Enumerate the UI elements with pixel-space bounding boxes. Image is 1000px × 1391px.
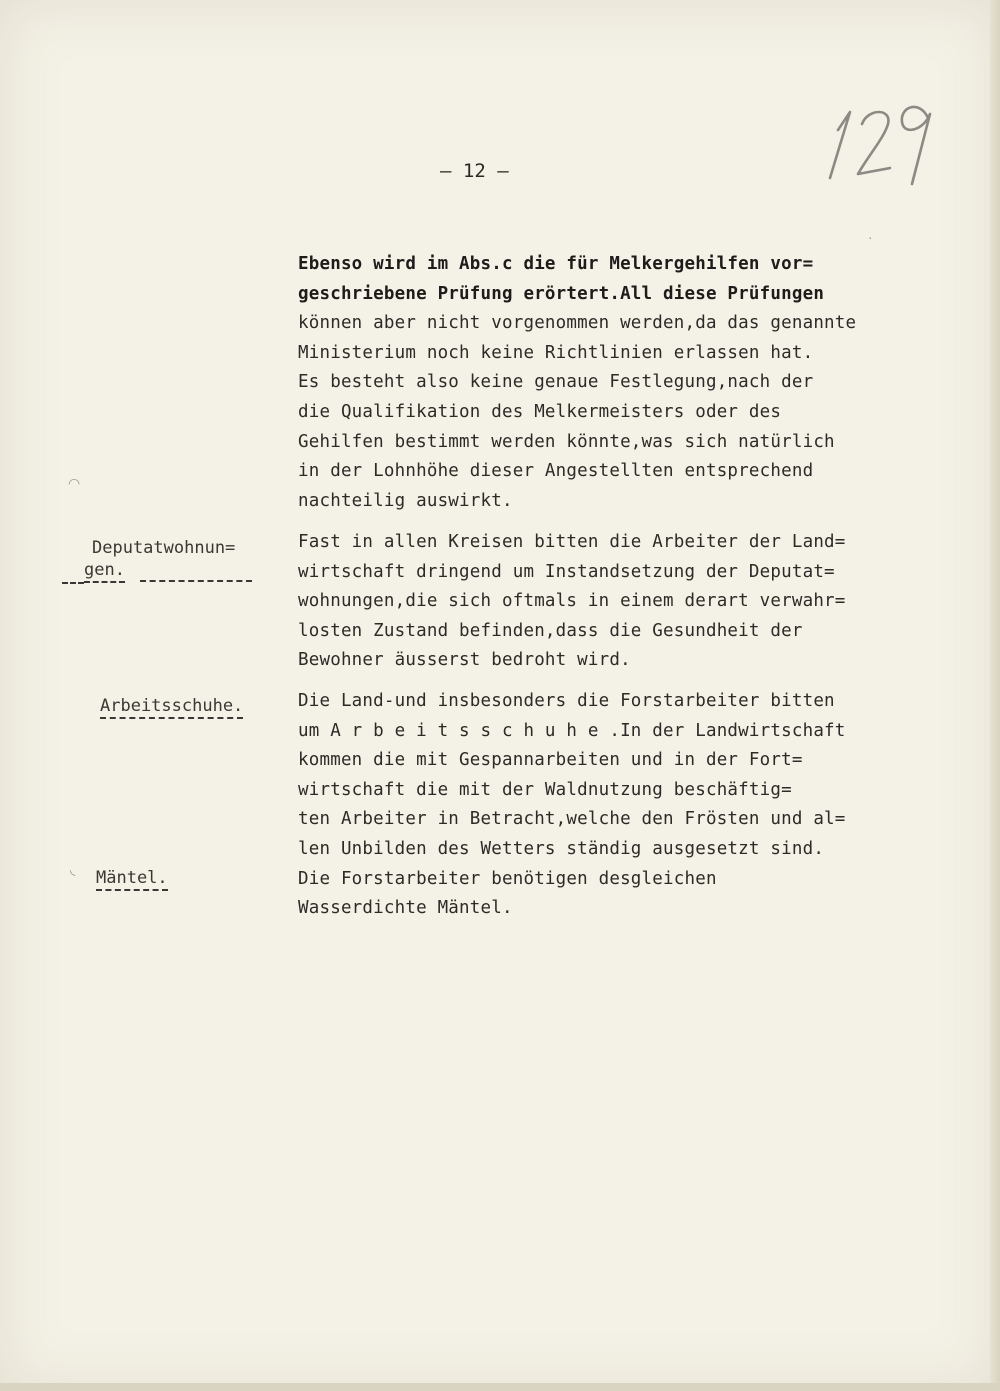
- margin-note-text: Mäntel.: [96, 868, 168, 891]
- text-line: um A r b e i t s s c h u h e .In der Landwirtschaft: [298, 720, 846, 741]
- margin-note-text: Arbeitsschuhe.: [100, 696, 243, 719]
- text-line: wirtschaft dringend um Instandsetzung der Deputat=: [298, 561, 835, 582]
- text-line: Ministerium noch keine Richtlinien erlassen hat.: [298, 342, 814, 363]
- text-line: Es besteht also keine genaue Festlegung,nach der: [298, 372, 814, 393]
- paragraph-arbeitsschuhe: [298, 687, 958, 924]
- paper-edge-bottom: [0, 1383, 1000, 1391]
- margin-note-arbeitsschuhe: [100, 696, 243, 716]
- text-line: Die Land-und insbesonders die Forstarbeiter bitten: [298, 691, 835, 711]
- paragraph-deputatwohnungen: [298, 528, 958, 676]
- margin-note-deputatwohnungen: Deputatwohnun=: [92, 538, 236, 558]
- text-line: Die Forstarbeiter benötigen desgleichen: [298, 868, 717, 889]
- paragraph-melker-pruefung: [298, 250, 958, 516]
- text-line: wirtschaft die mit der Waldnutzung beschäftig=: [298, 779, 792, 800]
- page-number: – 12 –: [440, 160, 509, 182]
- paper-blemish: ◠: [68, 477, 81, 492]
- handwritten-folio-number: [816, 90, 946, 190]
- paper-edge-right: [990, 0, 1000, 1391]
- text-line: wohnungen,die sich oftmals in einem derart verwahr=: [298, 591, 846, 612]
- margin-note-maentel: [96, 868, 168, 888]
- text-line: Gehilfen bestimmt werden könnte,was sich natürlich: [298, 431, 835, 452]
- text-line: ten Arbeiter in Betracht,welche den Frösten und al=: [298, 809, 846, 830]
- text-line: kommen die mit Gespannarbeiten und in der Fort=: [298, 750, 803, 771]
- margin-dash-left: [62, 582, 84, 584]
- text-line: losten Zustand befinden,dass die Gesundheit der: [298, 620, 803, 641]
- margin-note-text: gen.: [84, 560, 125, 583]
- text-line: geschriebene Prüfung erörtert.All diese Prüfungen: [298, 283, 825, 304]
- text-line: Ebenso wird im Abs.c die für Melkergehilfen vor=: [298, 254, 814, 274]
- text-line: Bewohner äusserst bedroht wird.: [298, 650, 631, 671]
- text-line: nachteilig auswirkt.: [298, 490, 513, 511]
- text-line: len Unbilden des Wetters ständig ausgesetzt sind.: [298, 838, 825, 859]
- text-line: die Qualifikation des Melkermeisters oder des: [298, 401, 782, 422]
- text-line: Wasserdichte Mäntel.: [298, 898, 513, 919]
- paper-blemish: ◟: [70, 863, 76, 878]
- margin-note-deputatwohnungen-cont: [84, 560, 125, 580]
- text-line: Fast in allen Kreisen bitten die Arbeiter der Land=: [298, 532, 846, 552]
- text-line: in der Lohnhöhe dieser Angestellten entsprechend: [298, 461, 814, 482]
- paper-speck: ·: [868, 232, 873, 247]
- text-line: können aber nicht vorgenommen werden,da das genannte: [298, 313, 857, 334]
- margin-dash-right: [140, 580, 252, 582]
